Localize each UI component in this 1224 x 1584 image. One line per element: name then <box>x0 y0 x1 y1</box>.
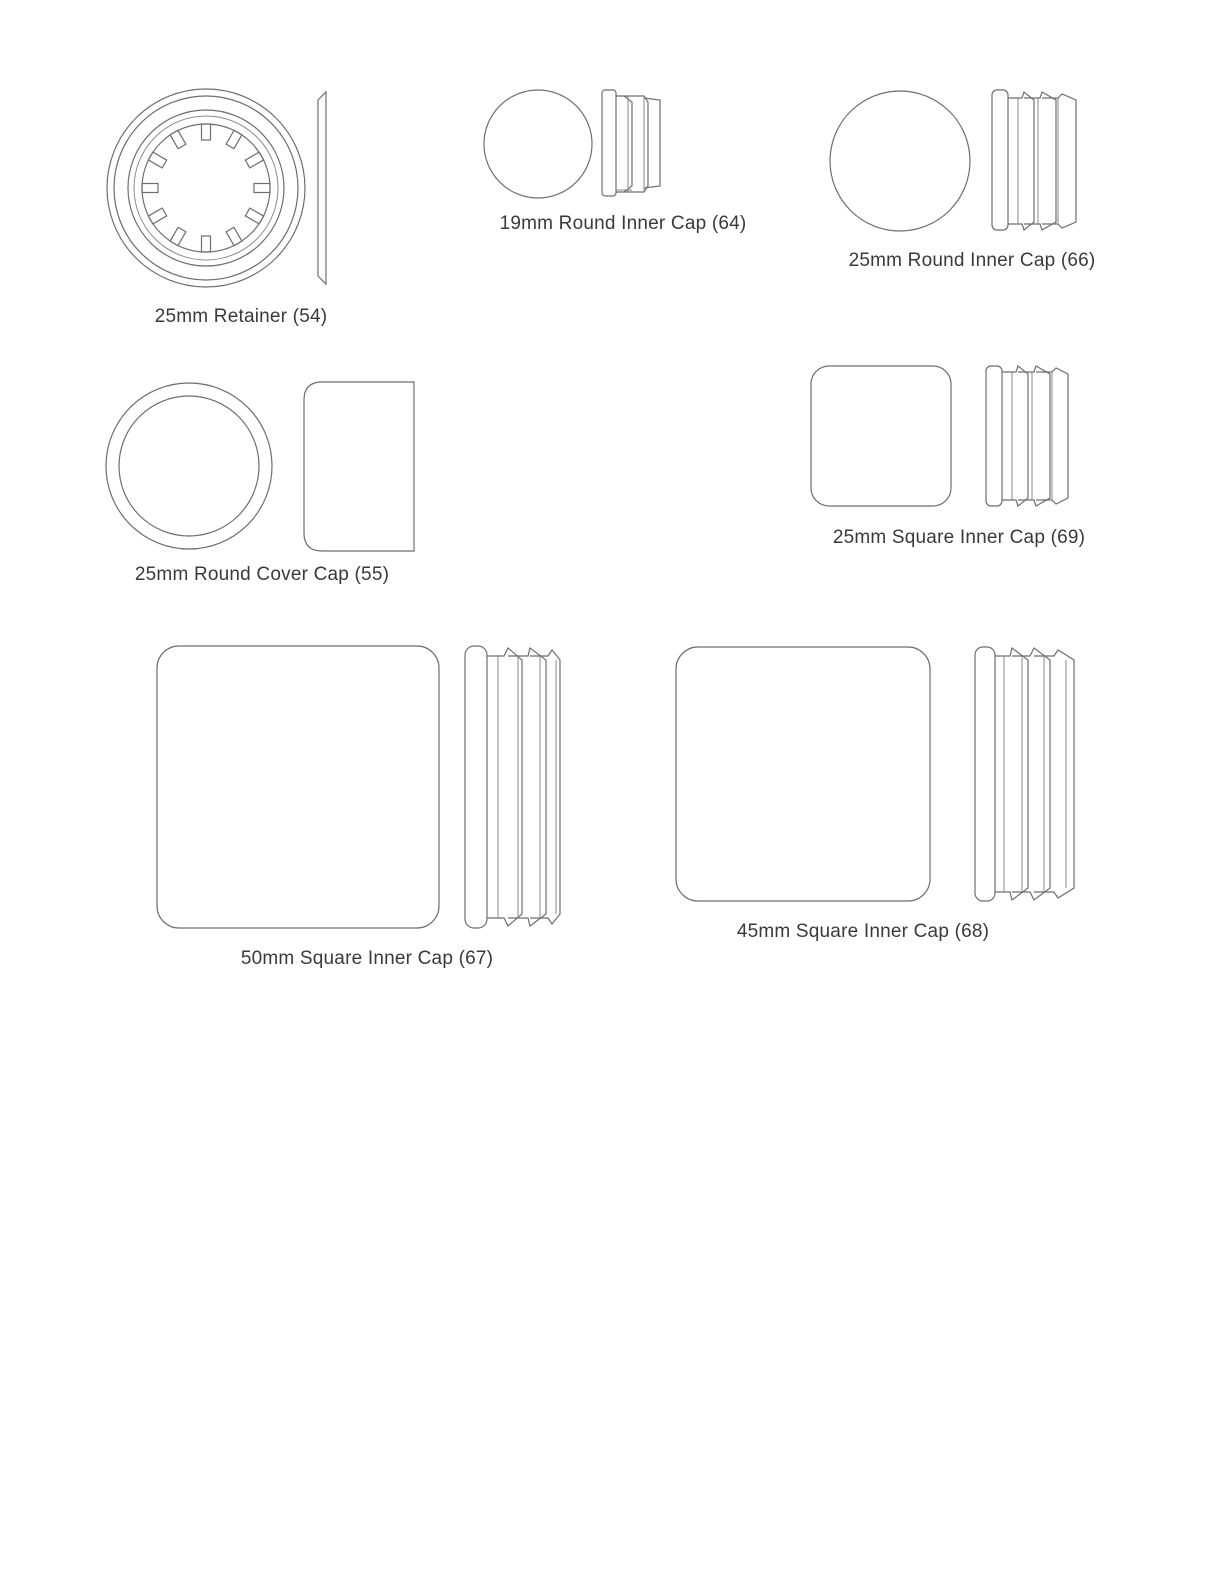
round-cover-25-label: 25mm Round Cover Cap (55) <box>134 564 390 585</box>
retainer-side-view <box>318 92 326 284</box>
retainer-25-drawing <box>107 89 326 287</box>
square-inner-50-side-view <box>465 646 560 928</box>
square-inner-25-front-view <box>811 366 951 506</box>
retainer-tab <box>202 236 211 252</box>
round-inner-25-side-view <box>992 90 1076 230</box>
retainer-tab <box>226 130 242 148</box>
retainer-tab <box>148 152 166 168</box>
square-inner-45-front-view <box>676 647 930 901</box>
square-inner-50-drawing <box>157 646 560 928</box>
round-inner-25-front-view <box>830 91 970 231</box>
retainer-tab <box>170 130 186 148</box>
retainer-tab <box>254 184 270 193</box>
square-inner-25-label: 25mm Square Inner Cap (69) <box>832 527 1086 548</box>
retainer-tab <box>245 208 263 224</box>
round-inner-19-drawing <box>484 90 660 198</box>
retainer-tab <box>226 227 242 245</box>
round-cover-25-front-view <box>106 383 272 549</box>
round-inner-25-drawing <box>830 90 1076 231</box>
square-inner-25-side-view <box>986 366 1068 506</box>
square-inner-45-drawing <box>676 647 1074 901</box>
retainer-tabs <box>142 124 270 252</box>
square-inner-45-side-view <box>975 647 1074 901</box>
square-inner-50-label: 50mm Square Inner Cap (67) <box>240 948 494 969</box>
retainer-25-label: 25mm Retainer (54) <box>154 306 328 327</box>
square-inner-45-label: 45mm Square Inner Cap (68) <box>736 921 990 942</box>
square-inner-50-front-view <box>157 646 439 928</box>
round-inner-19-label: 19mm Round Inner Cap (64) <box>499 213 747 234</box>
round-inner-25-label: 25mm Round Inner Cap (66) <box>848 250 1096 271</box>
retainer-tab <box>148 208 166 224</box>
round-inner-19-side-view <box>602 90 660 196</box>
retainer-tab <box>245 152 263 168</box>
square-inner-25-drawing <box>811 366 1068 506</box>
retainer-tab <box>170 227 186 245</box>
retainer-tab <box>142 184 158 193</box>
retainer-tab <box>202 124 211 140</box>
round-cover-25-drawing <box>106 382 414 551</box>
retainer-front-view <box>107 89 305 287</box>
round-inner-19-front-view <box>484 90 592 198</box>
round-cover-25-side-view <box>304 382 414 551</box>
